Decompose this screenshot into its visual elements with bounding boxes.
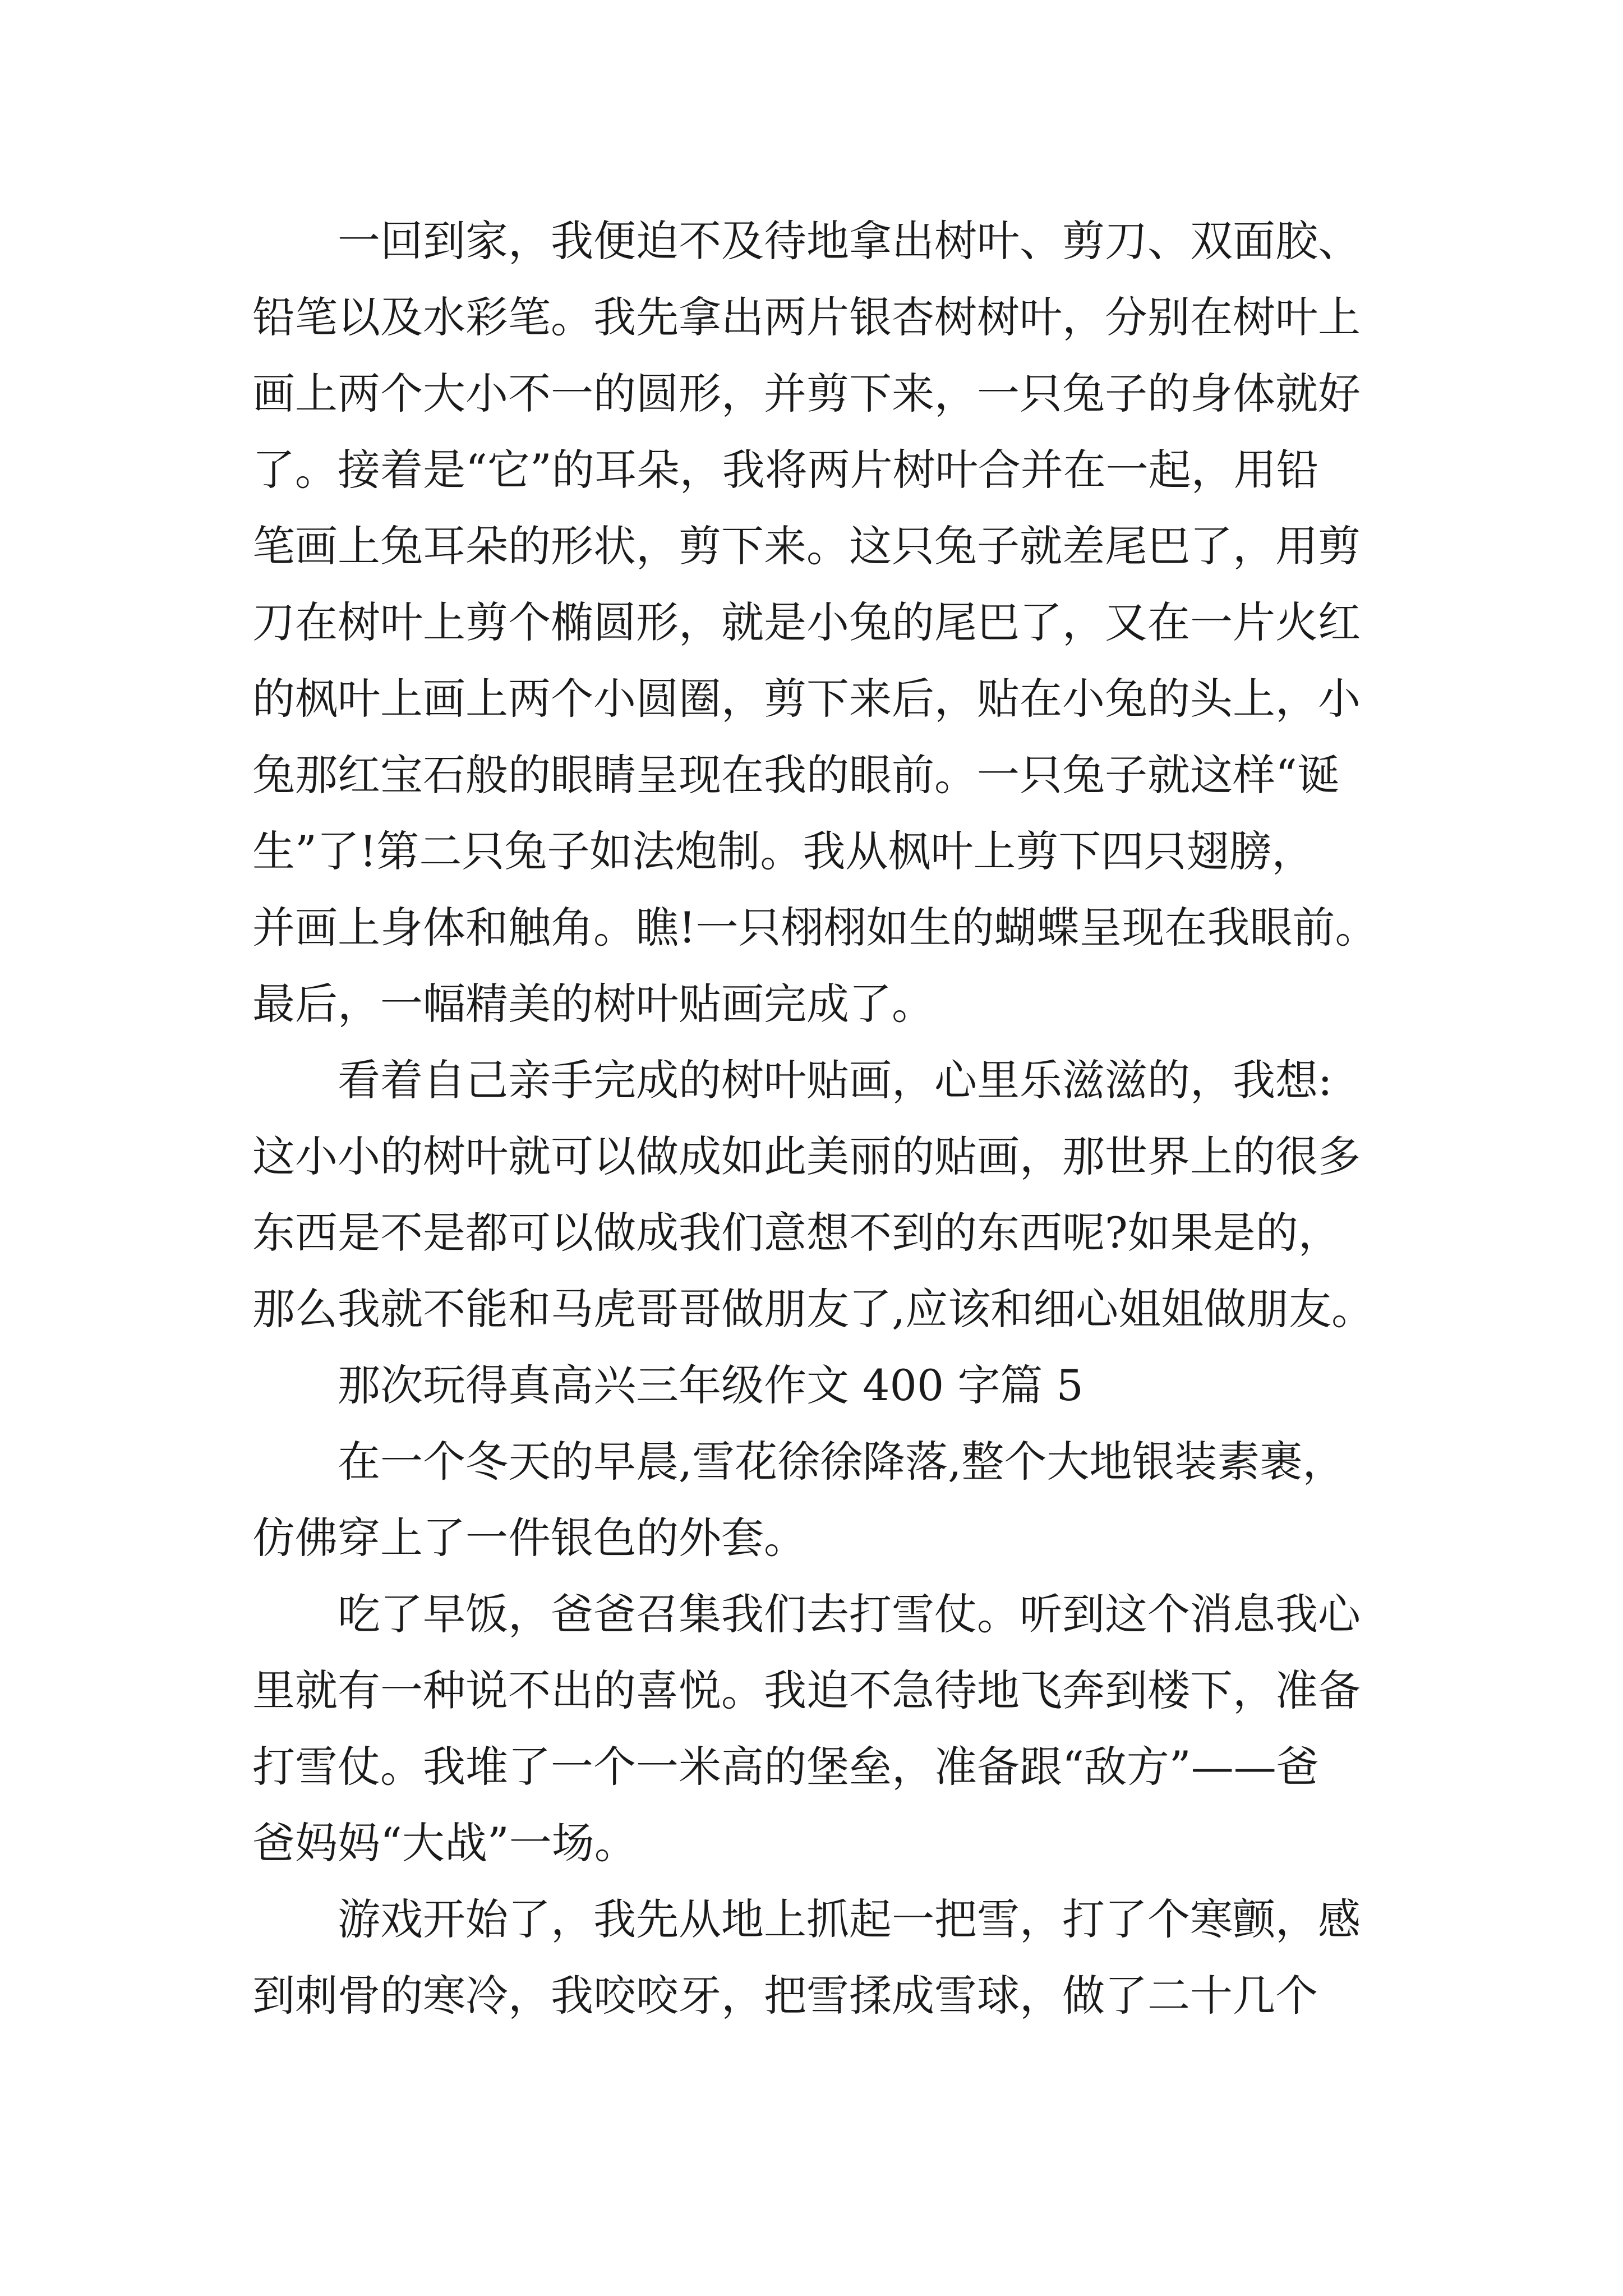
- text-line: 那么我就不能和马虎哥哥做朋友了,应该和细心姐姐做朋友。: [252, 1284, 1375, 1334]
- text-line: 仿佛穿上了一件银色的外套。: [252, 1513, 806, 1563]
- text-line: 刀在树叶上剪个椭圆形，就是小兔的尾巴了，又在一片火红: [252, 597, 1361, 647]
- text-line: 里就有一种说不出的喜悦。我迫不急待地飞奔到楼下，准备: [252, 1665, 1361, 1715]
- text-line: 东西是不是都可以做成我们意想不到的东西呢?如果是的，: [252, 1208, 1341, 1258]
- text-line: 生”了!第二只兔子如法炮制。我从枫叶上剪下四只翅膀，: [252, 826, 1315, 876]
- section-heading: [252, 1347, 1441, 1424]
- text-line: 铅笔以及水彩笔。我先拿出两片银杏树树叶，分别在树叶上: [252, 292, 1361, 342]
- heading-line: 那次玩得真高兴三年级作文 400 字篇 5: [338, 1360, 1083, 1410]
- text-line: 看着自己亲手完成的树叶贴画，心里乐滋滋的，我想:: [338, 1055, 1332, 1105]
- paragraph-snowball-fight: [252, 1576, 1441, 1881]
- paragraph-game-start: [252, 1881, 1441, 2034]
- text-line: 这小小的树叶就可以做成如此美丽的贴画，那世界上的很多: [252, 1131, 1361, 1181]
- text-line: 兔那红宝石般的眼睛呈现在我的眼前。一只兔子就这样“诞: [252, 750, 1340, 800]
- text-line: 在一个冬天的早晨,雪花徐徐降落,整个大地银装素裹，: [338, 1437, 1345, 1487]
- text-line: 吃了早饭，爸爸召集我们去打雪仗。听到这个消息我心: [338, 1589, 1361, 1639]
- text-line: 笔画上兔耳朵的形状，剪下来。这只兔子就差尾巴了，用剪: [252, 521, 1361, 571]
- text-line: 最后，一幅精美的树叶贴画完成了。: [252, 979, 934, 1029]
- text-line: 了。接着是“它”的耳朵，我将两片树叶合并在一起，用铅: [252, 445, 1319, 495]
- paragraph-leaf-painting: [252, 203, 1441, 1042]
- text-line: 的枫叶上画上两个小圆圈，剪下来后，贴在小兔的头上，小: [252, 674, 1361, 724]
- text-line: 画上两个大小不一的圆形，并剪下来，一只兔子的身体就好: [252, 369, 1361, 418]
- text-line: 打雪仗。我堆了一个一米高的堡垒，准备跟“敌方”——爸: [252, 1742, 1319, 1792]
- text-line: 并画上身体和触角。瞧!一只栩栩如生的蝴蝶呈现在我眼前。: [252, 903, 1378, 953]
- paragraph-reflection: [252, 1042, 1441, 1347]
- text-line: 游戏开始了，我先从地上抓起一把雪，打了个寒颤，感: [338, 1894, 1361, 1944]
- paragraph-winter-morning: [252, 1424, 1441, 1576]
- text-line: 到刺骨的寒冷，我咬咬牙，把雪揉成雪球，做了二十几个: [252, 1971, 1318, 2021]
- text-line: 爸妈妈“大战”一场。: [252, 1818, 637, 1868]
- document-body: [252, 203, 1441, 2034]
- text-line: 一回到家，我便迫不及待地拿出树叶、剪刀、双面胶、: [338, 216, 1361, 266]
